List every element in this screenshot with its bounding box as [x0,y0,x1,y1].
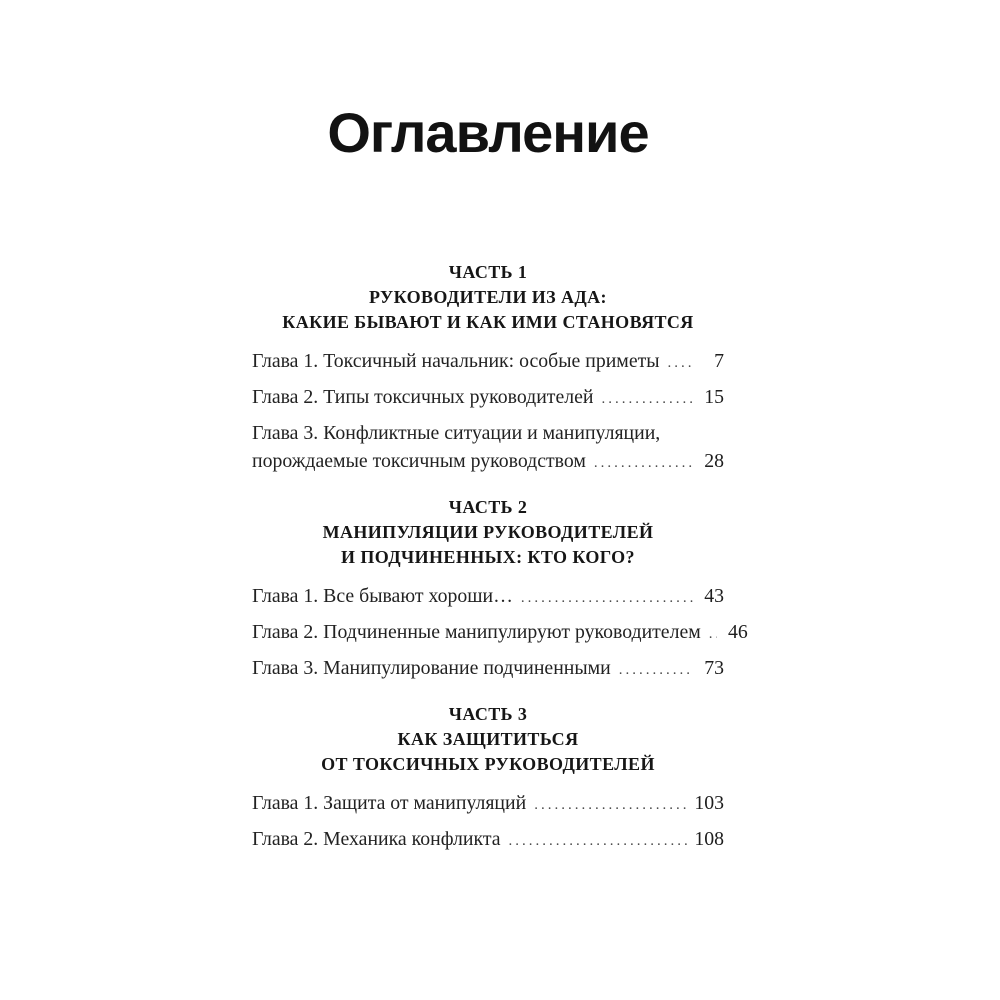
toc-entry-row [252,347,724,377]
page-title: Оглавление [327,101,649,164]
dot-leader [509,827,690,855]
toc-entry-text: Глава 3. Манипулирование подчиненными [252,656,611,679]
part-heading-line: КАКИЕ БЫВАЮТ И КАК ИМИ СТАНОВЯТСЯ [282,311,694,332]
toc-entry [252,825,724,855]
toc-entry-text: Глава 2. Механика конфликта [252,827,501,850]
toc-part-3 [252,702,724,855]
dot-leader [521,584,693,612]
part-heading [252,495,724,570]
part-heading-line: ЧАСТЬ 1 [448,261,528,282]
dot-leader [709,620,717,648]
toc-entry-row [252,825,724,855]
toc-part-1 [252,260,724,477]
page-number: 103 [694,791,724,814]
toc-entry [252,618,748,648]
toc-entry-row [252,383,724,413]
toc-entry [252,419,724,477]
part-heading-line: РУКОВОДИТЕЛИ ИЗ АДА: [369,286,607,307]
page-number: 43 [704,584,724,607]
toc-entry-text: Глава 3. Конфликтные ситуации и манипуляции, [252,421,661,444]
toc-entry-text: Глава 1. Защита от манипуляций [252,791,527,814]
toc-entry-row [252,654,724,684]
toc-entry-text: Глава 1. Токсичный начальник: особые приметы [252,349,660,372]
toc-entry [252,654,724,684]
part-heading [252,702,724,777]
book-page [252,0,748,855]
dot-leader [601,385,693,413]
toc-entry-text: Глава 1. Все бывают хороши… [252,584,513,607]
toc-entry [252,789,724,819]
toc-entry-text: Глава 2. Типы токсичных руководителей [252,385,594,408]
toc-part-2 [252,495,748,684]
toc-entry-row [252,582,724,612]
page-number: 46 [727,620,748,643]
toc-entry [252,383,724,413]
part-heading-line: МАНИПУЛЯЦИИ РУКОВОДИТЕЛЕЙ [322,521,654,542]
toc-entry [252,347,724,377]
toc-entry [252,582,724,612]
part-heading-line: И ПОДЧИНЕННЫХ: КТО КОГО? [341,546,635,567]
part-heading-line: ЧАСТЬ 2 [448,496,528,517]
toc-entry-row [252,447,724,477]
dot-leader [619,656,693,684]
dot-leader [594,449,693,477]
toc-entry-text: Глава 2. Подчиненные манипулируют руководителем [252,620,701,643]
page-number: 15 [704,385,724,408]
dot-leader [534,791,689,819]
toc-entry-text: порождаемые токсичным руководством [252,449,586,472]
toc-entry-row [252,789,724,819]
part-heading-line: ОТ ТОКСИЧНЫХ РУКОВОДИТЕЛЕЙ [321,753,655,774]
part-heading [252,260,724,335]
toc-entry-row [252,618,748,648]
page-number: 7 [714,349,724,372]
page-number: 108 [694,827,724,850]
dot-leader [668,349,693,377]
part-heading-line: КАК ЗАЩИТИТЬСЯ [397,728,579,749]
page-number: 28 [704,449,724,472]
page-number: 73 [704,656,724,679]
toc [252,260,748,855]
part-heading-line: ЧАСТЬ 3 [448,703,528,724]
